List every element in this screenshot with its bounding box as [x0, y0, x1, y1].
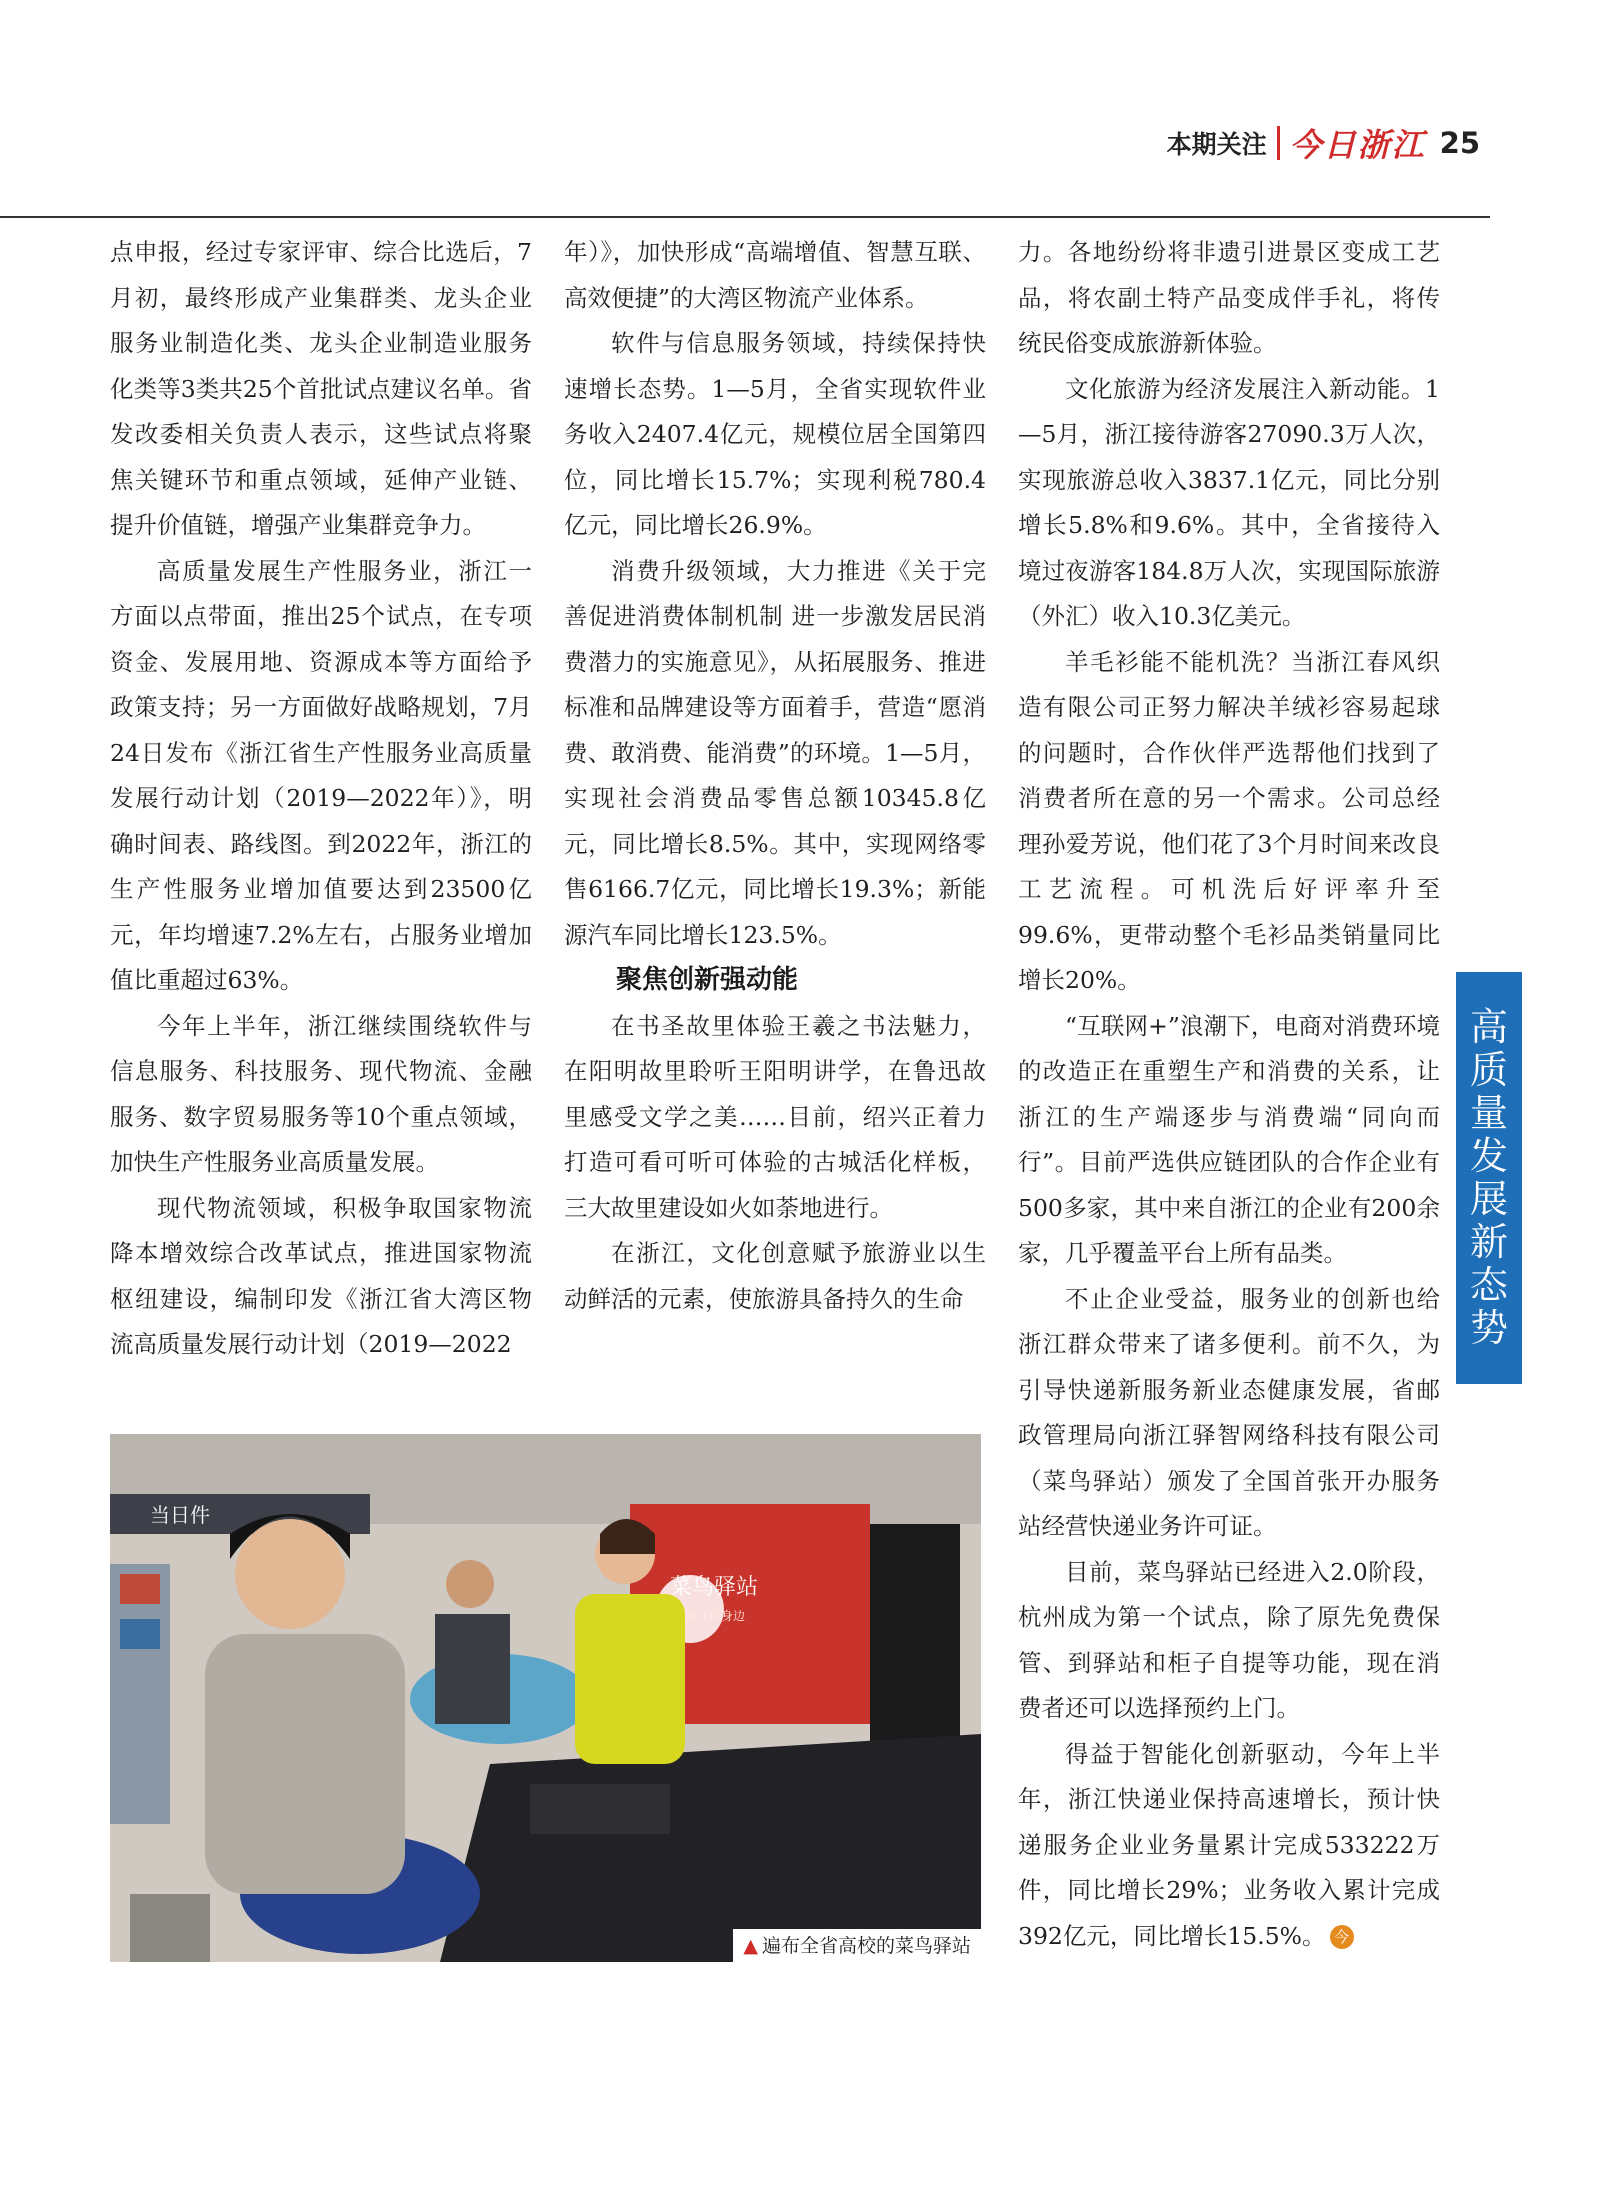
- paragraph: 现代物流领域，积极争取国家物流降本增效综合改革试点，推进国家物流枢纽建设，编制印发《浙江省大湾区物流高质量发展行动计划（2019—2022: [110, 1193, 532, 1358]
- paragraph: 文化旅游为经济发展注入新动能。1—5月，浙江接待游客27090.3万人次，实现旅游总收入3837.1亿元，同比分别增长5.8%和9.6%。其中，全省接待入境过夜游客184.8万人次，实现国际旅游（外汇）收入10.3亿美元。: [1018, 374, 1440, 630]
- paragraph: 力。各地纷纷将非遗引进景区变成工艺品，将农副土特产品变成伴手礼，将传统民俗变成旅游新体验。: [1018, 238, 1440, 357]
- paragraph: 不止企业受益，服务业的创新也给浙江群众带来了诸多便利。前不久，为引导快递新服务新业态健康发展，省邮政管理局向浙江驿智网络科技有限公司（菜鸟驿站）颁发了全国首张开办服务站经营快递业务许可证。: [1018, 1284, 1440, 1540]
- section-label: 本期关注: [1166, 130, 1267, 159]
- paragraph: 点申报，经过专家评审、综合比选后，7月初，最终形成产业集群类、龙头企业服务业制造化类、龙头企业制造业服务化类等3类共25个首批试点建议名单。省发改委相关负责人表示，这些试点将聚焦关键环节和重点领域，延伸产业链、提升价值链，增强产业集群竞争力。: [110, 238, 532, 539]
- paragraph: 软件与信息服务领域，持续保持快速增长态势。1—5月，全省实现软件业务收入2407.4亿元，规模位居全国第四位，同比增长15.7%；实现利税780.4亿元，同比增长26.9%。: [564, 329, 986, 539]
- header-rule: [0, 216, 1490, 218]
- photo-illustration: [110, 1434, 981, 1962]
- article-photo: [110, 1434, 981, 1962]
- wall-sign-text: 当日件: [150, 1503, 210, 1527]
- paragraph: 在书圣故里体验王羲之书法魅力，在阳明故里聆听王阳明讲学，在鲁迅故里感受文学之美……目前，绍兴正着力打造可看可听可体验的古城活化样板，三大故里建设如火如荼地进行。: [564, 1011, 986, 1222]
- end-mark-icon: 今: [1330, 1925, 1354, 1949]
- paragraph-final: [1018, 1732, 1440, 1960]
- paragraph: 今年上半年，浙江继续围绕软件与信息服务、科技服务、现代物流、金融服务、数字贸易服务等10个重点领域，加快生产性服务业高质量发展。: [110, 1011, 532, 1176]
- banner-char: 新: [1469, 1220, 1508, 1264]
- station-sign-subtext: 就在你身边: [685, 1609, 746, 1623]
- photo-caption: [733, 1929, 981, 1962]
- paragraph: 消费升级领域，大力推进《关于完善促进消费体制机制 进一步激发居民消费潜力的实施意见》，从拓展服务、推进标准和品牌建设等方面着手，营造“愿消费、敢消费、能消费”的环境。1—5月，实现社会消费品零售总额10345.8亿元，同比增长8.5%。其中，实现网络零售6166.7亿元，同比增长19.3%；新能源汽车同比增长123.5%。: [564, 556, 986, 949]
- text-column-3: [1018, 230, 1440, 1959]
- paragraph: 年）》，加快形成“高端增值、智慧互联、高效便捷”的大湾区物流产业体系。: [564, 238, 986, 312]
- text-column-1: [110, 230, 532, 1368]
- banner-char: 高: [1469, 1005, 1508, 1049]
- paragraph: 在浙江，文化创意赋予旅游业以生动鲜活的元素，使旅游具备持久的生命: [564, 1239, 986, 1313]
- banner-char: 展: [1469, 1177, 1508, 1221]
- paragraph: 羊毛衫能不能机洗？当浙江春风织造有限公司正努力解决羊绒衫容易起球的问题时，合作伙伴严选帮他们找到了消费者所在意的另一个需求。公司总经理孙爱芳说，他们花了3个月时间来改良工艺流程。可机洗后好评率升至99.6%，更带动整个毛衫品类销量同比增长20%。: [1018, 647, 1440, 994]
- banner-char: 质: [1469, 1048, 1508, 1092]
- paragraph: “互联网+”浪潮下，电商对消费环境的改造正在重塑生产和消费的关系，让浙江的生产端逐步与消费端“同向而行”。目前严选供应链团队的合作企业有500多家，其中来自浙江的企业有200余家，几乎覆盖平台上所有品类。: [1018, 1011, 1440, 1267]
- page-number: 25: [1439, 126, 1480, 160]
- paragraph: 目前，菜鸟驿站已经进入2.0阶段，杭州成为第一个试点，除了原先免费保管、到驿站和柜子自提等功能，现在消费者还可以选择预约上门。: [1018, 1557, 1440, 1722]
- header-divider: [1277, 126, 1280, 160]
- side-banner: [1456, 972, 1522, 1384]
- paragraph: 高质量发展生产性服务业，浙江一方面以点带面，推出25个试点，在专项资金、发展用地、资源成本等方面给予政策支持；另一方面做好战略规划，7月24日发布《浙江省生产性服务业高质量发展行动计划（2019—2022年）》，明确时间表、路线图。到2022年，浙江的生产性服务业增加值要达到23500亿元，年均增速7.2%左右，占服务业增加值比重超过63%。: [110, 556, 532, 994]
- page-header: [1167, 118, 1480, 168]
- paragraph-text: 得益于智能化创新驱动，今年上半年，浙江快递业保持高速增长，预计快递服务企业业务量累计完成533222万件，同比增长29%；业务收入累计完成392亿元，同比增长15.5%。: [1018, 1739, 1440, 1950]
- caption-text: 遍布全省高校的菜鸟驿站: [761, 1935, 971, 1957]
- section-subheading: 聚焦创新强动能: [616, 965, 799, 995]
- banner-char: 量: [1469, 1091, 1508, 1135]
- banner-char: 态: [1469, 1263, 1508, 1307]
- station-sign-text: 菜鸟驿站: [670, 1575, 759, 1600]
- banner-char: 势: [1469, 1306, 1508, 1350]
- text-column-2: [564, 230, 986, 1322]
- caption-triangle-icon: ▲: [743, 1935, 758, 1957]
- banner-char: 发: [1469, 1134, 1508, 1178]
- magazine-logo: 今日浙江: [1289, 126, 1426, 164]
